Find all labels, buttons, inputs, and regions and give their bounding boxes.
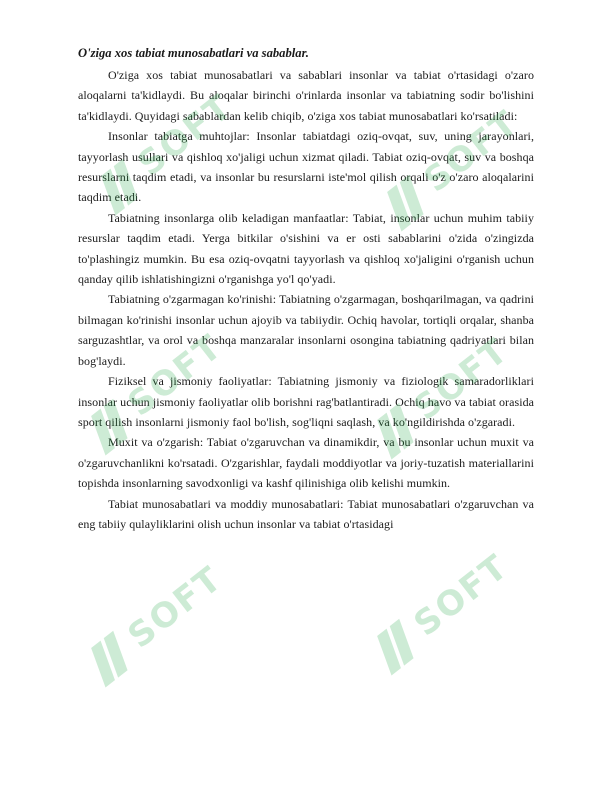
watermark-text: SOFT: [416, 102, 527, 201]
paragraph-change: Muxit va o'zgarish: Tabiat o'zgaruvchan va dinamikdir, va bu insonlar uchun muxit va o'zgaruvchanlikni ko'rsatadi. O'zgarishlar, faydali moddiyotlar va joriy-tuzatish materiallarini topishda insonlarning savodxonligi va kashf qilinishiga olib kelishi mumkin.: [78, 435, 534, 491]
watermark: [86, 559, 230, 684]
watermark-text: SOFT: [120, 326, 231, 425]
watermark-text: SOFT: [130, 86, 241, 185]
paragraph-appearance: Tabiatning o'zgarmagan ko'rinishi: Tabiatning o'zgarmagan, boshqarilmagan, va qadrini bilmagan ko'rinishi insonlar uchun ajoyib va tabiiydir. Ochiq havolar, tortiqli orqalar, shanba sarguzashtlar, va orol va boshqa manzaralar insonlarni osongina tabiatning qadriyatlari bilan bog'laydi.: [78, 292, 534, 368]
document-page: [78, 44, 534, 534]
watermark: [372, 547, 516, 672]
watermark-text: SOFT: [120, 558, 231, 657]
watermark-logo-icon: [86, 630, 139, 684]
paragraph-needs: Insonlar tabiatga muhtojlar: Insonlar tabiatdagi oziq-ovqat, suv, uning jarayonlari, tayyorlash usullari va qishloq xo'jaligi uchun xizmat qiladi. Tabiat oziq-ovqat, suv va boshqa resurslarni taqdim etadi, va insonlar bu resurslarni iste'mol qilish orqali o'z o'zaro aloqalarini taqdim etadi.: [78, 129, 534, 205]
paragraph-intro: O'ziga xos tabiat munosabatlari va sabablari insonlar va tabiat o'rtasidagi o'zaro aloqalarni ta'kidlaydi. Bu aloqalar birinchi o'rinlarda insonlar va tabiatning sodir bo'lishini ta'kidlaydi. Quyidagi sabablardan kelib chiqib, o'ziga xos tabiat munosabatlari ko'rsatiladi:: [78, 68, 534, 123]
paragraph-material: Tabiat munosabatlari va moddiy munosabatlari: Tabiat munosabatlari o'zgaruvchan va eng tabiiy qulayliklarini olish uchun insonlar va tabiat o'rtasidagi: [78, 496, 534, 531]
paragraph-physical: Fiziksel va jismoniy faoliyatlar: Tabiatning jismoniy va fiziologik samaradorliklari insonlar uchun jismoniy faoliyatlar olib borishni rag'batlantiradi. Ochiq havo va tabiat orasida sport qilish insonlarni jismoniy faol bo'lish, sog'liqni saqlash, va ko'ngildirishda o'zgaradi.: [78, 374, 534, 429]
paragraph-benefits: Tabiatning insonlarga olib keladigan manfaatlar: Tabiat, insonlar uchun muhim tabiiy resurslar taqdim etadi. Yerga bitkilar o'sishini va er osti sabablarini o'zida o'zingizda to'plashingiz mumkin. Bu esa oziq-ovqatni tayyorlash va qishloq xo'jaligini o'rganish uchun qanday qilib ishlatishingizni o'rganishga yo'l qo'yadi.: [78, 210, 534, 287]
section-heading: O'ziga xos tabiat munosabatlari va sabablar.: [78, 46, 309, 60]
watermark-text: SOFT: [406, 330, 517, 429]
watermark-text: SOFT: [406, 546, 517, 645]
watermark-logo-icon: [372, 618, 425, 672]
